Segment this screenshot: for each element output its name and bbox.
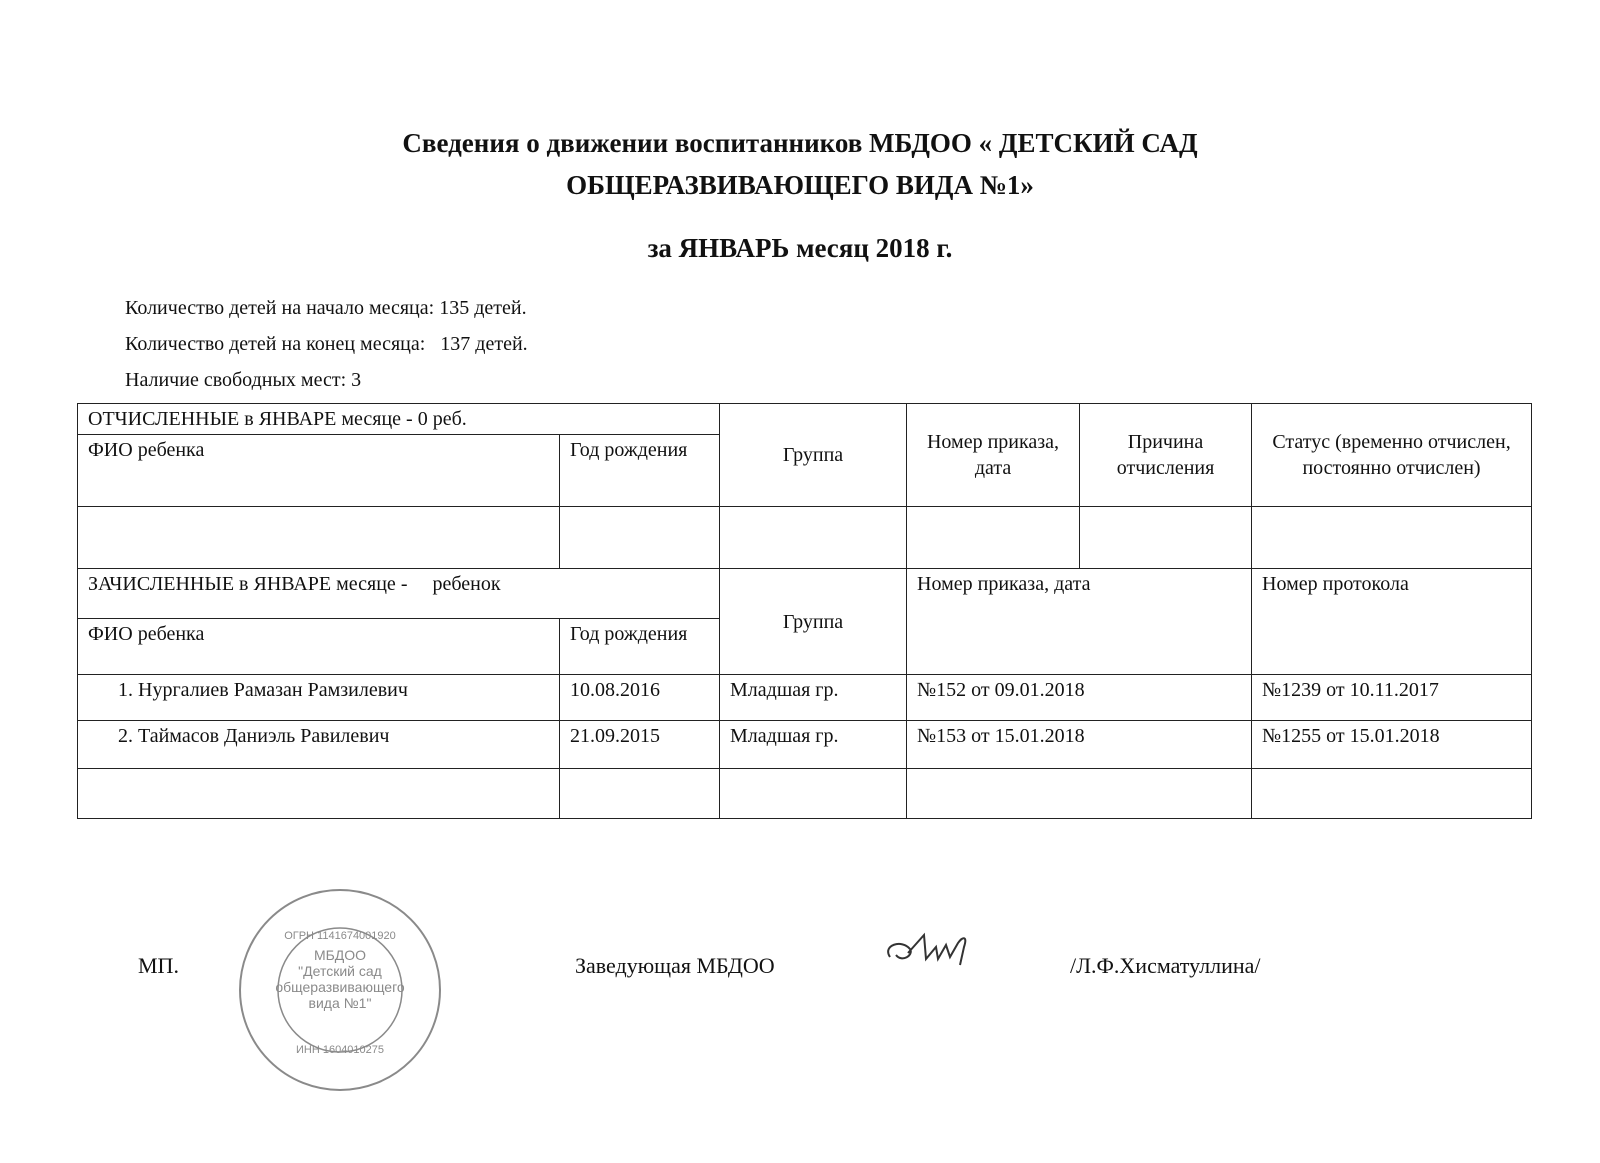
enrolled-col-group: Группа bbox=[720, 569, 907, 675]
report-period: за ЯНВАРЬ месяц 2018 г. bbox=[647, 233, 953, 263]
table-row bbox=[78, 675, 1532, 721]
stamp-place-label: МП. bbox=[138, 953, 179, 978]
enrolled-col-order: Номер приказа, дата bbox=[907, 569, 1252, 675]
movement-table bbox=[77, 403, 1532, 819]
child-birth-date: 21.09.2015 bbox=[560, 721, 720, 769]
enrolled-section-title: ЗАЧИСЛЕННЫЕ в ЯНВАРЕ месяце - ребенок bbox=[78, 569, 720, 619]
stamp-ogrn: ОГРН 1141674001920 bbox=[284, 930, 396, 942]
expelled-section-title: ОТЧИСЛЕННЫЕ в ЯНВАРЕ месяце - 0 реб. bbox=[78, 404, 720, 435]
child-name: 1. Нургалиев Рамазан Рамзилевич bbox=[78, 675, 560, 721]
title-line-1: Сведения о движении воспитанников МБДОО « ДЕТСКИЙ САД bbox=[402, 128, 1198, 158]
expelled-col-order: Номер приказа, дата bbox=[907, 404, 1080, 507]
official-stamp bbox=[235, 885, 445, 1095]
stamp-line: "Детский сад bbox=[298, 963, 382, 979]
signer-position: Заведующая МБДОО bbox=[575, 953, 775, 978]
end-count: Количество детей на конец месяца: 137 детей. bbox=[125, 333, 528, 355]
table-row bbox=[78, 507, 1532, 569]
protocol-number: №1255 от 15.01.2018 bbox=[1252, 721, 1532, 769]
order-number: №152 от 09.01.2018 bbox=[907, 675, 1252, 721]
enrolled-col-year: Год рождения bbox=[560, 619, 720, 675]
table-row bbox=[78, 769, 1532, 819]
stamp-line: общеразвивающего bbox=[275, 979, 405, 995]
expelled-col-status: Статус (временно отчислен, постоянно отчислен) bbox=[1252, 404, 1532, 507]
order-number: №153 от 15.01.2018 bbox=[907, 721, 1252, 769]
stamp-inner-text bbox=[235, 947, 445, 1011]
start-count: Количество детей на начало месяца: 135 детей. bbox=[125, 297, 527, 319]
stamp-line: МБДОО bbox=[313, 947, 367, 963]
expelled-col-year: Год рождения bbox=[560, 435, 720, 507]
signer-name: /Л.Ф.Хисматуллина/ bbox=[1070, 953, 1261, 978]
stamp-inn: ИНН 1604010275 bbox=[295, 1044, 385, 1056]
expelled-col-name: ФИО ребенка bbox=[78, 435, 560, 507]
stamp-line: вида №1" bbox=[308, 995, 372, 1011]
expelled-col-reason: Причина отчисления bbox=[1080, 404, 1252, 507]
child-group: Младшая гр. bbox=[720, 675, 907, 721]
enrolled-col-protocol: Номер протокола bbox=[1252, 569, 1532, 675]
child-birth-date: 10.08.2016 bbox=[560, 675, 720, 721]
table-row bbox=[78, 721, 1532, 769]
title-line-2: ОБЩЕРАЗВИВАЮЩЕГО ВИДА №1» bbox=[566, 170, 1034, 200]
child-name: 2. Таймасов Даниэль Равилевич bbox=[78, 721, 560, 769]
signature bbox=[880, 925, 980, 975]
protocol-number: №1239 от 10.11.2017 bbox=[1252, 675, 1532, 721]
document-title bbox=[0, 122, 1600, 206]
free-places: Наличие свободных мест: 3 bbox=[125, 369, 362, 391]
child-group: Младшая гр. bbox=[720, 721, 907, 769]
expelled-col-group: Группа bbox=[720, 404, 907, 507]
enrolled-col-name: ФИО ребенка bbox=[78, 619, 560, 675]
